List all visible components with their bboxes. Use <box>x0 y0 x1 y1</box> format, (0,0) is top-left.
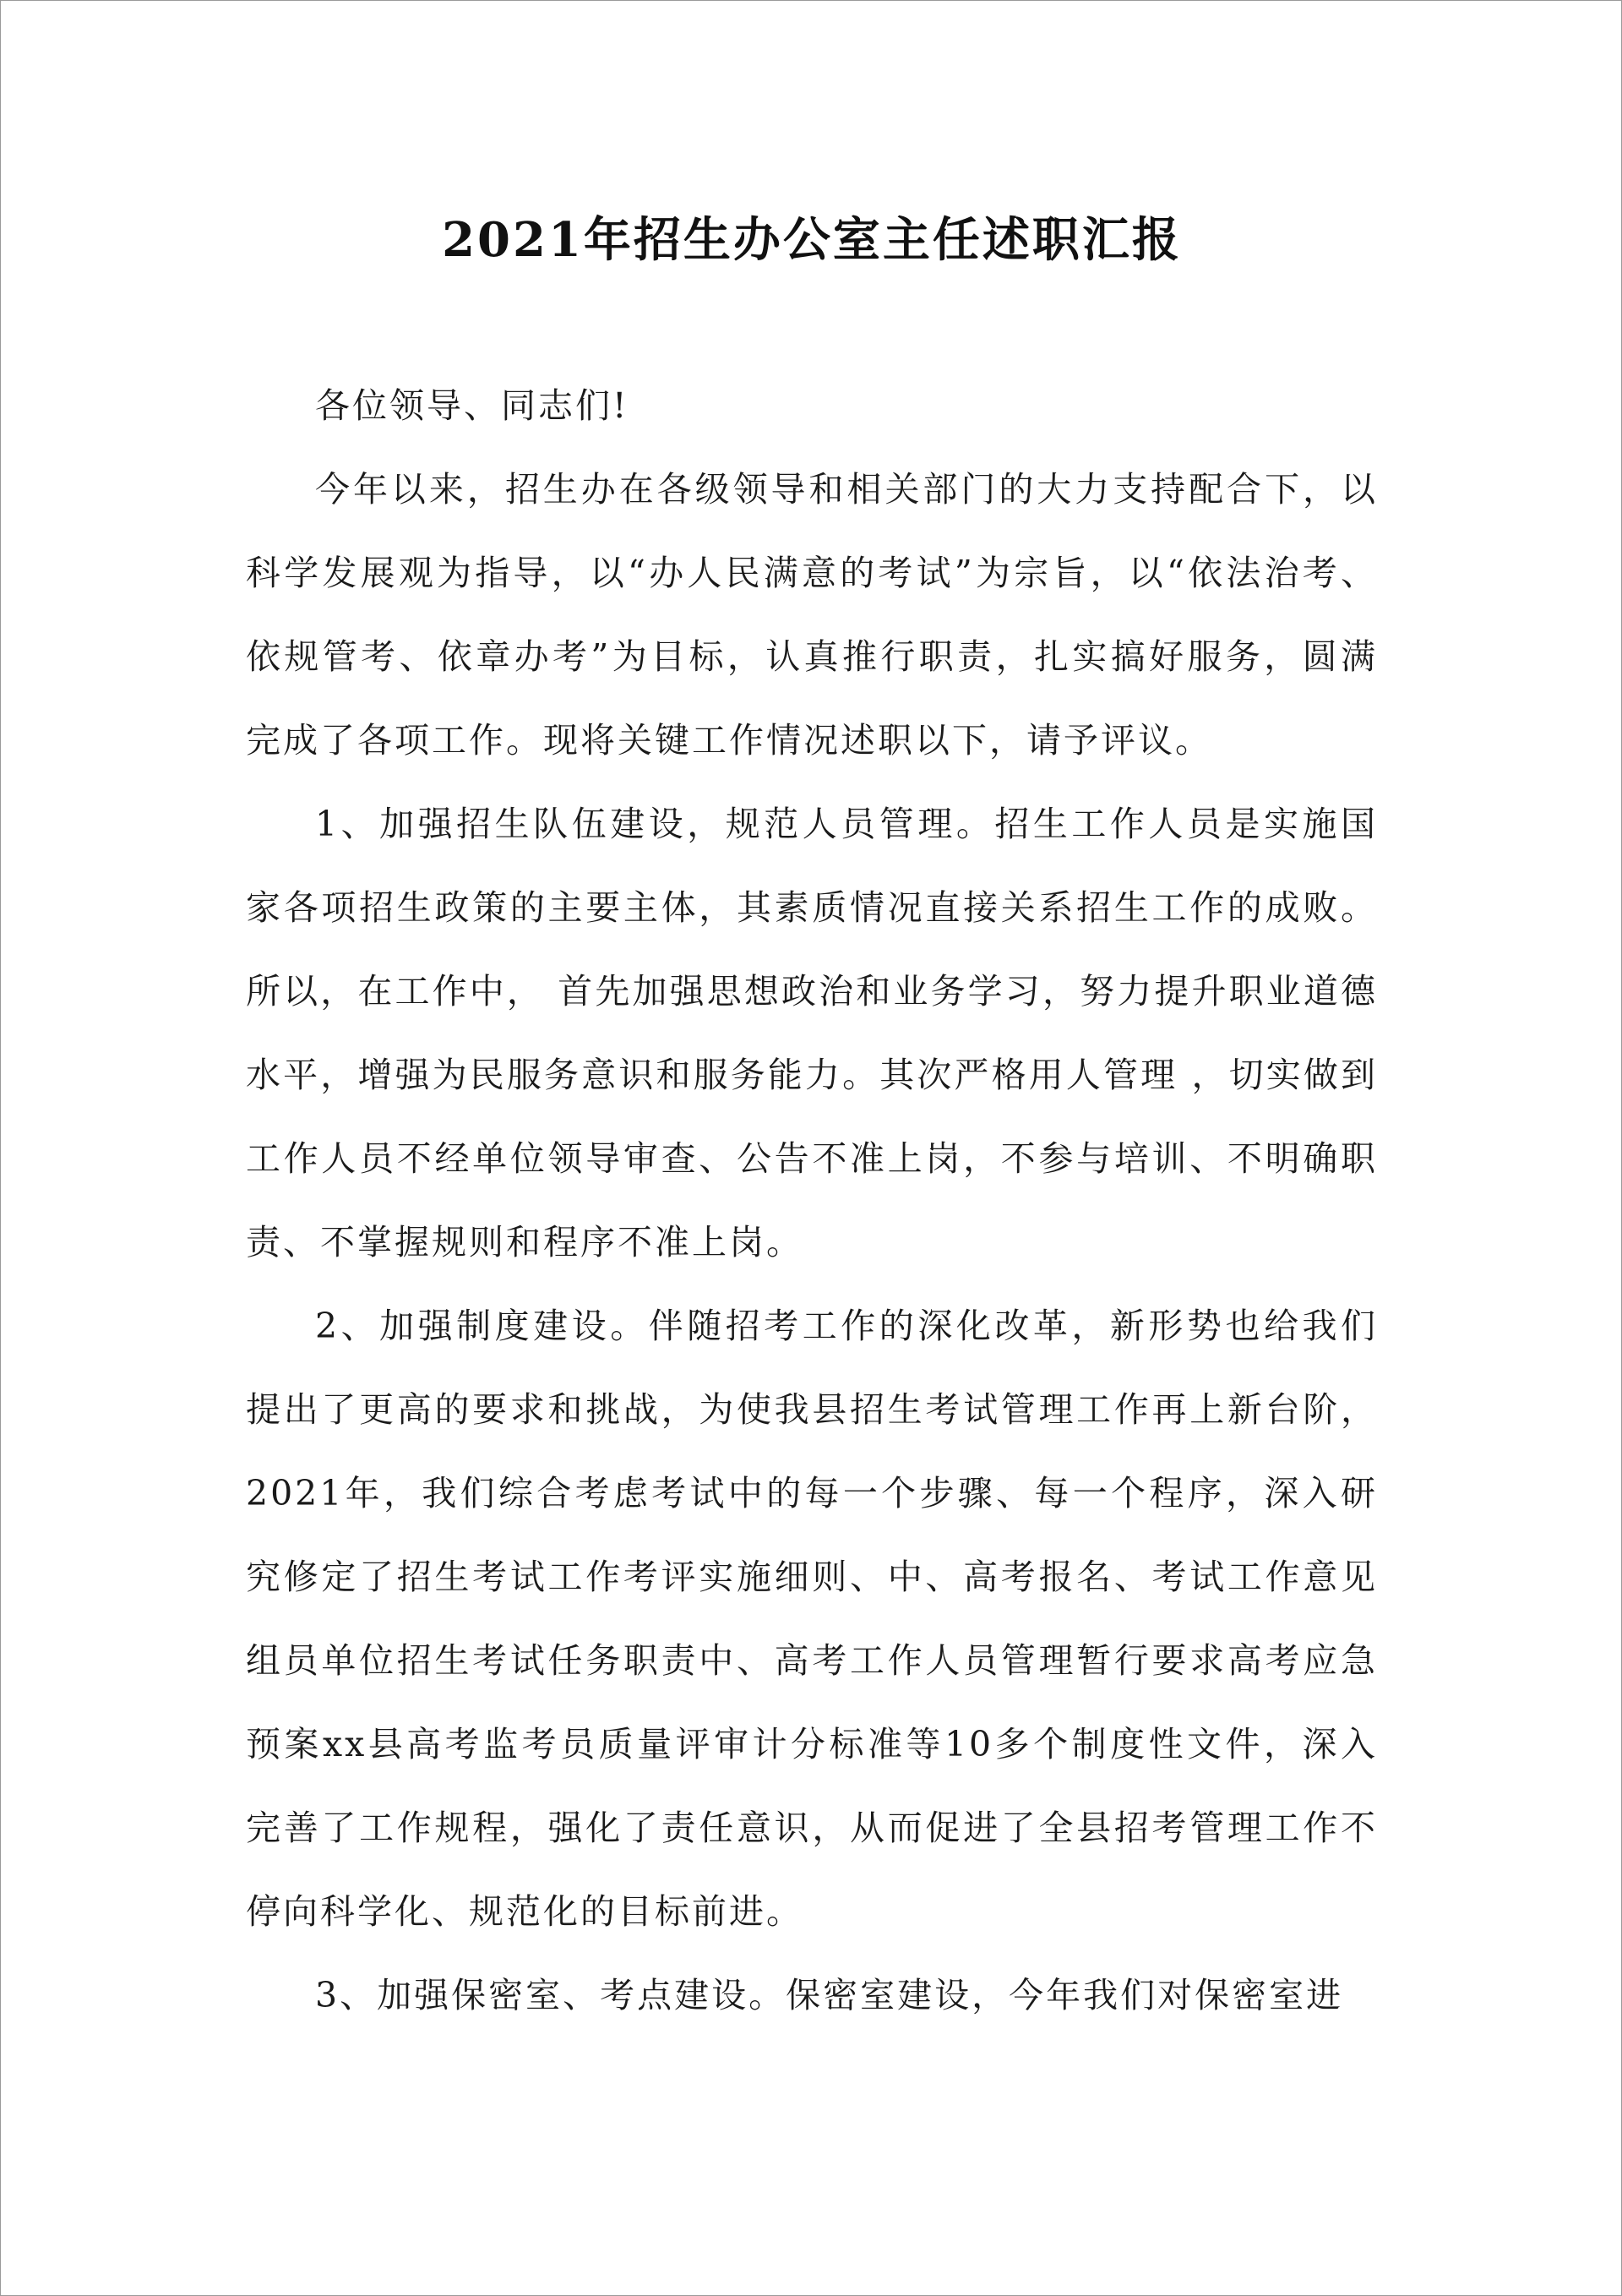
paragraph-item-2: 2、加强制度建设。伴随招考工作的深化改革，新形势也给我们提出了更高的要求和挑战，为使我县招生考试管理工作再上新台阶，2021年，我们综合考虑考试中的每一个步骤、每一个程序，深入研究修定了招生考试工作考评实施细则、中、高考报名、考试工作意见组员单位招生考试任务职责中、高考工作人员管理暂行要求高考应急预案xx县高考监考员质量评审计分标准等10多个制度性文件，深入完善了工作规程，强化了责任意识，从而促进了全县招考管理工作不停向科学化、规范化的目标前进。 <box>246 1306 1378 1932</box>
paragraph-intro: 今年以来，招生办在各级领导和相关部门的大力支持配合下，以科学发展观为指导，以“办人民满意的考试”为宗旨，以“依法治考、依规管考、依章办考”为目标，认真推行职责，扎实搞好服务，圆满完成了各项工作。现将关键工作情况述职以下，请予评议。 <box>246 469 1378 761</box>
paragraph-item-3: 3、加强保密室、考点建设。保密室建设，今年我们对保密室进 <box>315 1975 1344 2015</box>
document-body <box>246 364 1378 2037</box>
paragraph-item-1: 1、加强招生队伍建设，规范人员管理。招生工作人员是实施国家各项招生政策的主要主体，其素质情况直接关系招生工作的成败。所以，在工作中， 首先加强思想政治和业务学习，努力提升职业道德水平，增强为民服务意识和服务能力。其次严格用人管理 ，切实做到工作人员不经单位领导审查、公告不准上岗，不参与培训、不明确职责、不掌握规则和程序不准上岗。 <box>246 804 1378 1263</box>
paragraph-greeting: 各位领导、同志们! <box>315 385 629 426</box>
document-title: 2021年招生办公室主任述职汇报 <box>442 212 1182 268</box>
